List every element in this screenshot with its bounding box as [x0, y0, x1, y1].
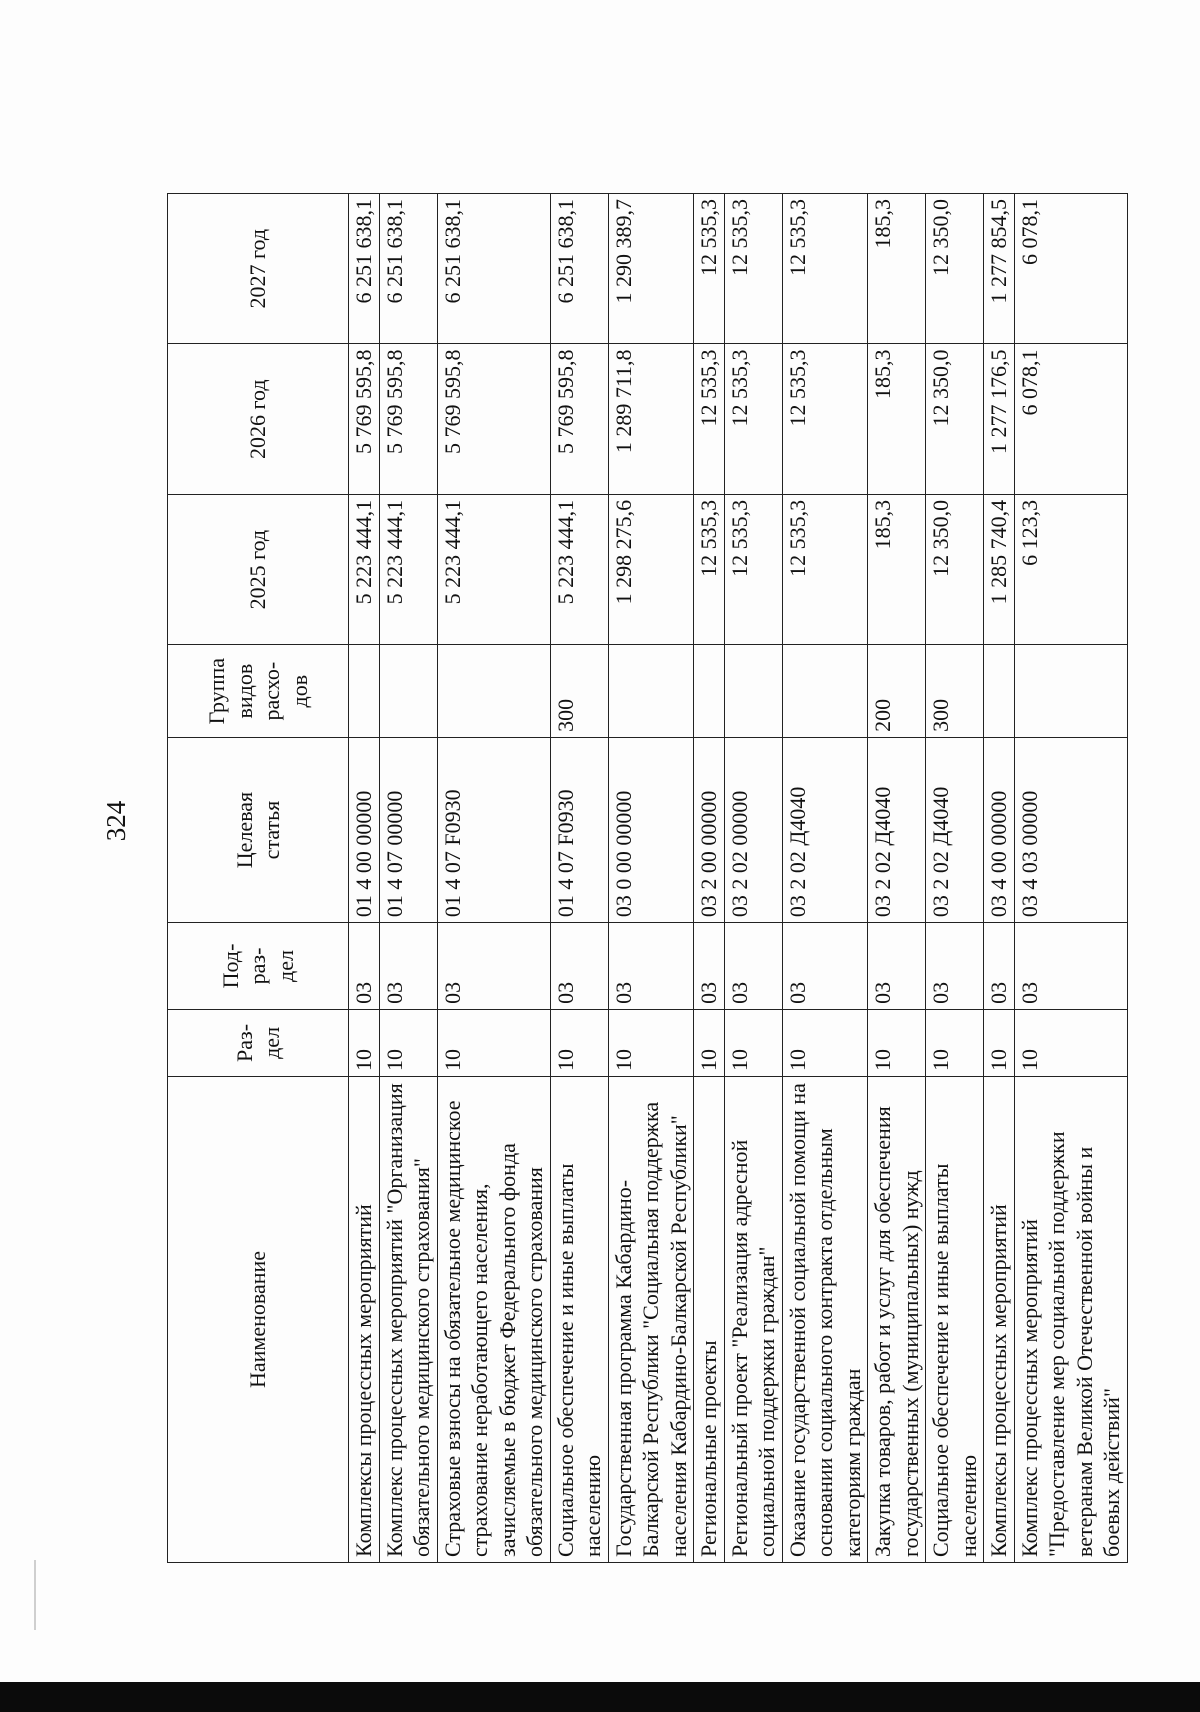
cell-razdel: 10: [379, 1009, 437, 1076]
cell-podrazdel: 03: [724, 923, 782, 1010]
cell-name: Комплексы процессных мероприятий: [984, 1076, 1015, 1562]
cell-gruppa-vidov: [1014, 645, 1127, 738]
cell-razdel: 10: [868, 1009, 926, 1076]
header-gruppa-vidov: Группа видов расхо- дов: [168, 645, 349, 738]
cell-celevaya-statya: 03 2 02 Д4040: [868, 737, 926, 922]
cell-year-2025: 5 223 444,1: [437, 494, 550, 644]
cell-celevaya-statya: 03 0 00 00000: [608, 737, 694, 922]
cell-year-2025: 5 223 444,1: [379, 494, 437, 644]
cell-podrazdel: 03: [984, 923, 1015, 1010]
scan-edge-mark: [34, 1560, 36, 1630]
cell-celevaya-statya: 03 2 02 Д4040: [926, 737, 984, 922]
cell-year-2025: 12 535,3: [694, 494, 725, 644]
header-year-2025: 2025 год: [168, 494, 349, 644]
cell-year-2027: 12 535,3: [694, 194, 725, 344]
cell-gruppa-vidov: 300: [926, 645, 984, 738]
cell-name: Государственная программа Кабардино-Балкарской Республики "Социальная поддержка населения Кабардино-Балкарской Республики": [608, 1076, 694, 1562]
cell-razdel: 10: [608, 1009, 694, 1076]
cell-year-2026: 6 078,1: [1014, 344, 1127, 494]
cell-name: Региональные проекты: [694, 1076, 725, 1562]
cell-celevaya-statya: 01 4 07 F0930: [550, 737, 608, 922]
cell-year-2026: 12 535,3: [724, 344, 782, 494]
cell-razdel: 10: [694, 1009, 725, 1076]
cell-gruppa-vidov: [984, 645, 1015, 738]
cell-name: Комплекс процессных мероприятий "Предоставление мер социальной поддержки ветеранам Великой Отечественной войны и боевых действий": [1014, 1076, 1127, 1562]
cell-year-2026: 5 769 595,8: [550, 344, 608, 494]
cell-year-2027: 1 290 389,7: [608, 194, 694, 344]
cell-podrazdel: 03: [608, 923, 694, 1010]
cell-podrazdel: 03: [437, 923, 550, 1010]
scan-bottom-border: [0, 1682, 1200, 1712]
cell-podrazdel: 03: [868, 923, 926, 1010]
cell-year-2025: 12 350,0: [926, 494, 984, 644]
cell-year-2025: 6 123,3: [1014, 494, 1127, 644]
table-row: [984, 194, 1015, 1563]
cell-name: Страховые взносы на обязательное медицинское страхование неработающего населения, зачисляемые в бюджет Федерального фонда обязательного медицинского страхования: [437, 1076, 550, 1562]
cell-celevaya-statya: 03 2 02 Д4040: [782, 737, 868, 922]
cell-year-2026: 5 769 595,8: [437, 344, 550, 494]
cell-year-2026: 12 350,0: [926, 344, 984, 494]
cell-razdel: 10: [782, 1009, 868, 1076]
cell-name: Социальное обеспечение и иные выплаты населению: [926, 1076, 984, 1562]
cell-gruppa-vidov: [379, 645, 437, 738]
cell-name: Региональный проект "Реализация адресной социальной поддержки граждан": [724, 1076, 782, 1562]
cell-gruppa-vidov: [349, 645, 380, 738]
cell-podrazdel: 03: [782, 923, 868, 1010]
cell-year-2025: 12 535,3: [724, 494, 782, 644]
table-row: [1014, 194, 1127, 1563]
document-sheet: [167, 193, 1167, 1563]
cell-year-2025: 185,3: [868, 494, 926, 644]
header-name: Наименование: [168, 1076, 349, 1562]
table-row: [379, 194, 437, 1563]
table-header-row: [168, 194, 349, 1563]
cell-podrazdel: 03: [550, 923, 608, 1010]
table-row: [926, 194, 984, 1563]
cell-celevaya-statya: 01 4 07 00000: [379, 737, 437, 922]
cell-year-2025: 5 223 444,1: [349, 494, 380, 644]
cell-year-2026: 185,3: [868, 344, 926, 494]
header-year-2027: 2027 год: [168, 194, 349, 344]
header-celevaya-statya: Целевая статья: [168, 737, 349, 922]
cell-podrazdel: 03: [1014, 923, 1127, 1010]
cell-year-2027: 1 277 854,5: [984, 194, 1015, 344]
cell-year-2025: 5 223 444,1: [550, 494, 608, 644]
cell-year-2027: 12 535,3: [724, 194, 782, 344]
cell-year-2027: 12 535,3: [782, 194, 868, 344]
cell-celevaya-statya: 01 4 00 00000: [349, 737, 380, 922]
table-row: [724, 194, 782, 1563]
cell-name: Оказание государственной социальной помощи на основании социального контракта отдельным категориям граждан: [782, 1076, 868, 1562]
cell-year-2027: 6 078,1: [1014, 194, 1127, 344]
budget-table: [167, 193, 1128, 1563]
cell-year-2027: 6 251 638,1: [379, 194, 437, 344]
cell-razdel: 10: [1014, 1009, 1127, 1076]
cell-celevaya-statya: 01 4 07 F0930: [437, 737, 550, 922]
cell-razdel: 10: [437, 1009, 550, 1076]
cell-razdel: 10: [984, 1009, 1015, 1076]
cell-gruppa-vidov: 200: [868, 645, 926, 738]
cell-gruppa-vidov: [437, 645, 550, 738]
cell-gruppa-vidov: 300: [550, 645, 608, 738]
cell-year-2026: 5 769 595,8: [349, 344, 380, 494]
table-row: [437, 194, 550, 1563]
table-body: [349, 194, 1128, 1563]
table-row: [349, 194, 380, 1563]
cell-year-2027: 6 251 638,1: [349, 194, 380, 344]
cell-gruppa-vidov: [782, 645, 868, 738]
cell-year-2027: 12 350,0: [926, 194, 984, 344]
cell-podrazdel: 03: [926, 923, 984, 1010]
header-podrazdel: Под- раз- дел: [168, 923, 349, 1010]
cell-year-2025: 1 285 740,4: [984, 494, 1015, 644]
cell-year-2026: 1 289 711,8: [608, 344, 694, 494]
header-year-2026: 2026 год: [168, 344, 349, 494]
table-row: [550, 194, 608, 1563]
cell-year-2026: 1 277 176,5: [984, 344, 1015, 494]
cell-celevaya-statya: 03 2 00 00000: [694, 737, 725, 922]
cell-razdel: 10: [349, 1009, 380, 1076]
cell-year-2026: 12 535,3: [694, 344, 725, 494]
cell-gruppa-vidov: [694, 645, 725, 738]
cell-name: Комплексы процессных мероприятий: [349, 1076, 380, 1562]
cell-celevaya-statya: 03 4 03 00000: [1014, 737, 1127, 922]
table-row: [868, 194, 926, 1563]
cell-gruppa-vidov: [724, 645, 782, 738]
cell-razdel: 10: [724, 1009, 782, 1076]
header-razdel: Раз- дел: [168, 1009, 349, 1076]
cell-year-2027: 185,3: [868, 194, 926, 344]
cell-year-2025: 12 535,3: [782, 494, 868, 644]
table-row: [782, 194, 868, 1563]
table-row: [608, 194, 694, 1563]
cell-podrazdel: 03: [349, 923, 380, 1010]
cell-celevaya-statya: 03 4 00 00000: [984, 737, 1015, 922]
cell-razdel: 10: [550, 1009, 608, 1076]
cell-year-2026: 12 535,3: [782, 344, 868, 494]
table-row: [694, 194, 725, 1563]
cell-podrazdel: 03: [694, 923, 725, 1010]
cell-razdel: 10: [926, 1009, 984, 1076]
cell-name: Комплекс процессных мероприятий "Организация обязательного медицинского страхования": [379, 1076, 437, 1562]
cell-celevaya-statya: 03 2 02 00000: [724, 737, 782, 922]
cell-name: Закупка товаров, работ и услуг для обеспечения государственных (муниципальных) нужд: [868, 1076, 926, 1562]
cell-year-2027: 6 251 638,1: [437, 194, 550, 344]
cell-year-2027: 6 251 638,1: [550, 194, 608, 344]
cell-podrazdel: 03: [379, 923, 437, 1010]
cell-year-2026: 5 769 595,8: [379, 344, 437, 494]
cell-name: Социальное обеспечение и иные выплаты населению: [550, 1076, 608, 1562]
page-number: 324: [101, 800, 131, 842]
cell-year-2025: 1 298 275,6: [608, 494, 694, 644]
cell-gruppa-vidov: [608, 645, 694, 738]
